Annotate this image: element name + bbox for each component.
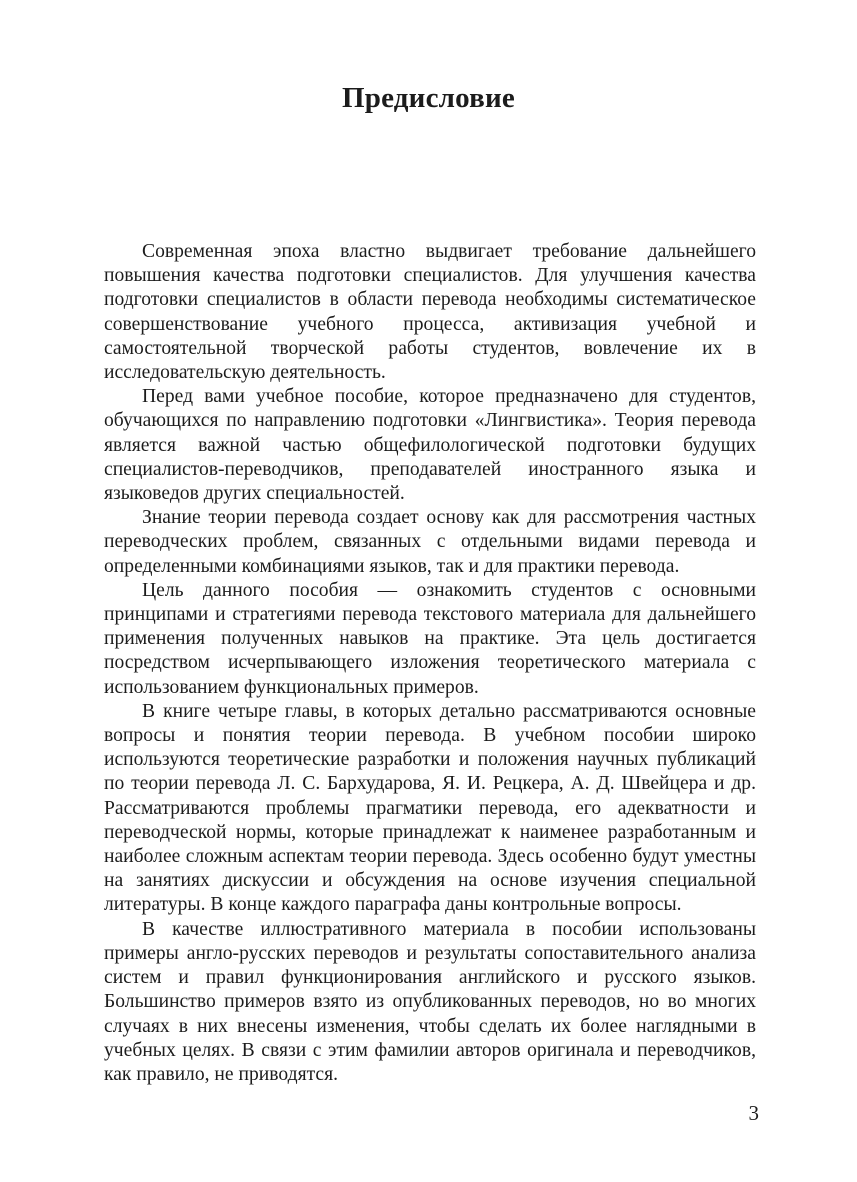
paragraph: Перед вами учебное пособие, которое предназначено для студентов, обучающихся по направлению подготовки «Лингвистика». Теория перевода является важной частью общефилологической подготовки будущих специалистов-переводчиков, преподавателей иностранного языка и языковедов других специальностей. bbox=[104, 386, 756, 505]
paragraph: В качестве иллюстративного материала в пособии использованы примеры англо-русских переводов и результаты сопоставительного анализа систем и правил функционирования английского и русского языков. Большинство примеров взято из опубликованных переводов, но во многих случаях в них внесены изменения, чтобы сделать их более наглядными в учебных целях. В связи с этим фамилии авторов оригинала и переводчиков, как правило, не приводятся. bbox=[104, 918, 756, 1085]
paragraph: В книге четыре главы, в которых детально рассматриваются основные вопросы и понятия теории перевода. В учебном пособии широко используются теоретические разработки и положения научных публикаций по теории перевода Л. С. Бархударова, Я. И. Рецкера, А. Д. Швейцера и др. Рассматриваются проблемы прагматики перевода, его адекватности и переводческой нормы, которые принадлежат к наименее разработанным и наиболее сложным аспектам теории перевода. Здесь особенно будут уместны на занятиях дискуссии и обсуждения на основе изучения специальной литературы. В конце каждого параграфа даны контрольные вопросы. bbox=[104, 700, 756, 916]
paragraph: Современная эпоха властно выдвигает требование дальнейшего повышения качества подготовки специалистов. Для улучшения качества подготовки специалистов в области перевода необходимы систематическое совершенствование учебного процесса, активизация учебной и самостоятельной творческой работы студентов, вовлечение их в исследовательскую деятельность. bbox=[104, 241, 756, 384]
page-title: Предисловие bbox=[342, 82, 515, 114]
paragraph: Цель данного пособия — ознакомить студентов с основными принципами и стратегиями перевода текстового материала для дальнейшего применения полученных навыков на практике. Эта цель достигается посредством исчерпывающего изложения теоретического материала с использованием функциональных примеров. bbox=[104, 579, 756, 698]
preface-body bbox=[104, 240, 756, 1087]
page-number: 3 bbox=[748, 1101, 759, 1125]
paragraph: Знание теории перевода создает основу как для рассмотрения частных переводческих проблем, связанных с отдельными видами перевода и определенными комбинациями языков, так и для практики перевода. bbox=[104, 507, 756, 577]
